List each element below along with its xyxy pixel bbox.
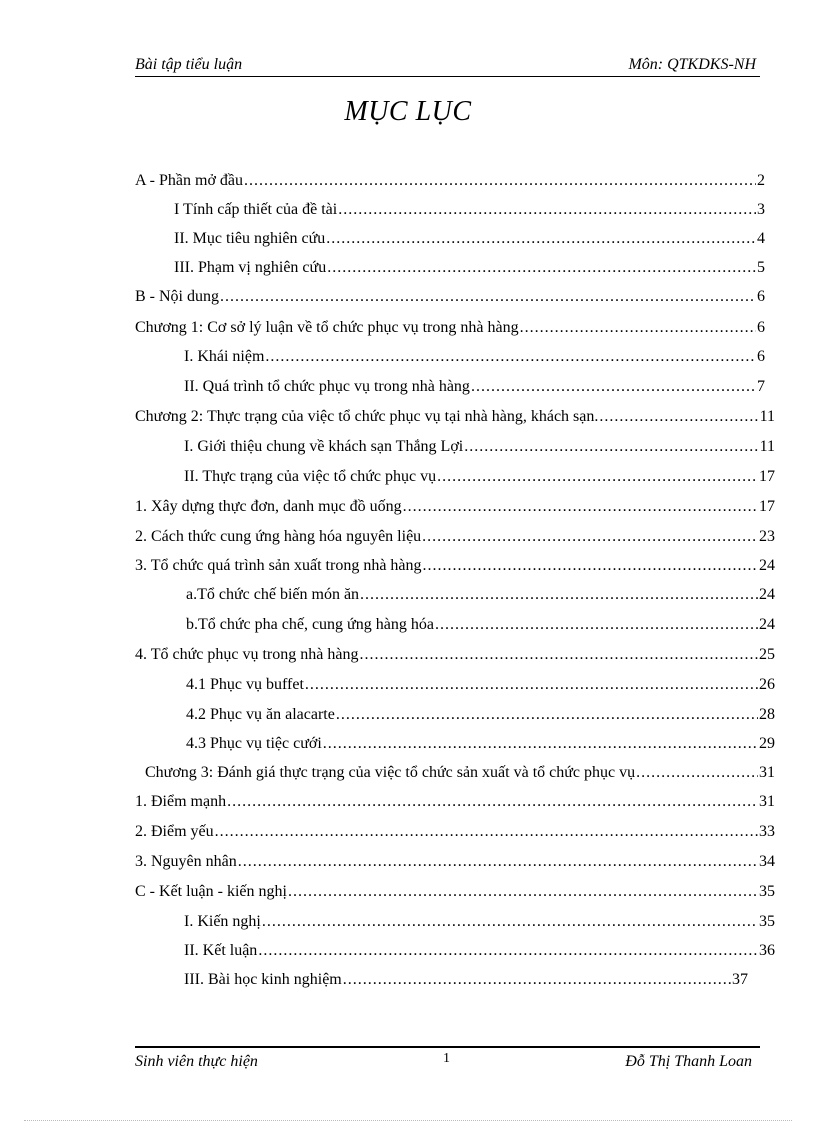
toc-entry-page: 24 bbox=[759, 586, 775, 603]
toc-entry[interactable] bbox=[174, 259, 765, 281]
toc-entry-page: 6 bbox=[757, 348, 765, 365]
toc-entry-label: III. Phạm vị nghiên cứu bbox=[174, 259, 327, 276]
toc-entry[interactable] bbox=[174, 230, 765, 252]
toc-entry-page: 17 bbox=[759, 468, 775, 485]
toc-entry-label: I. Kiến nghị bbox=[184, 913, 261, 930]
toc-entry-label: b.Tổ chức pha chế, cung ứng hàng hóa bbox=[186, 616, 434, 633]
toc-entry-page: 35 bbox=[759, 883, 775, 900]
toc-entry[interactable] bbox=[145, 764, 775, 786]
header-course-type: Bài tập tiểu luận bbox=[135, 56, 243, 73]
toc-entry-label: 3. Nguyên nhân bbox=[135, 853, 237, 870]
toc-entry-label: B - Nội dung bbox=[135, 288, 219, 305]
toc-entry[interactable] bbox=[135, 528, 775, 550]
toc-entry-label: C - Kết luận - kiến nghị bbox=[135, 883, 287, 900]
toc-entry-page: 36 bbox=[759, 942, 775, 959]
toc-entry[interactable] bbox=[174, 201, 765, 223]
toc-entry-page: 3 bbox=[757, 201, 765, 218]
toc-entry-page: 25 bbox=[759, 646, 775, 663]
toc-entry-page: 11 bbox=[759, 438, 775, 455]
toc-entry-page: 2 bbox=[757, 172, 765, 189]
page-header bbox=[135, 54, 760, 77]
toc-entry[interactable] bbox=[184, 468, 775, 490]
toc-entry-page: 26 bbox=[759, 676, 775, 693]
toc-entry[interactable] bbox=[186, 616, 775, 638]
toc-entry-page: 24 bbox=[759, 557, 775, 574]
toc-entry-page: 5 bbox=[757, 259, 765, 276]
toc-entry-label: II. Kết luận bbox=[184, 942, 258, 959]
toc-entry[interactable] bbox=[135, 172, 765, 194]
toc-entry-label: I. Khái niệm bbox=[184, 348, 265, 365]
toc-entry[interactable] bbox=[135, 646, 775, 668]
page-title: MỤC LỤC bbox=[344, 96, 472, 127]
toc-entry-label: 2. Điểm yếu bbox=[135, 823, 214, 840]
toc-entry-label: I Tính cấp thiết của đề tài bbox=[174, 201, 338, 218]
toc-entry-label: 4. Tổ chức phục vụ trong nhà hàng bbox=[135, 646, 359, 663]
toc-entry[interactable] bbox=[184, 971, 748, 993]
toc-entry-label: II. Quá trình tổ chức phục vụ trong nhà hàng bbox=[184, 378, 470, 395]
toc-entry-page: 24 bbox=[759, 616, 775, 633]
toc-entry[interactable] bbox=[184, 913, 775, 935]
toc-entry-label: a.Tổ chức chế biến món ăn bbox=[186, 586, 360, 603]
toc-entry-page: 31 bbox=[759, 764, 775, 781]
toc-entry-label: Chương 2: Thực trạng của việc tổ chức phục vụ tại nhà hàng, khách sạn. bbox=[135, 408, 599, 425]
toc-entry-label: 4.3 Phục vụ tiệc cưới bbox=[186, 735, 322, 752]
toc-entry[interactable] bbox=[135, 883, 775, 905]
toc-entry-page: 6 bbox=[757, 288, 765, 305]
toc-entry[interactable] bbox=[186, 586, 775, 608]
page-footer bbox=[135, 1046, 760, 1074]
toc-entry-page: 31 bbox=[759, 793, 775, 810]
page-bottom-divider bbox=[24, 1120, 792, 1121]
header-subject: Môn: QTKDKS-NH bbox=[628, 56, 756, 73]
toc-entry[interactable] bbox=[135, 319, 765, 341]
toc-entry-page: 17 bbox=[759, 498, 775, 515]
toc-entry-page: 37 bbox=[732, 971, 748, 988]
toc-entry[interactable] bbox=[135, 408, 775, 430]
toc-entry-page: 29 bbox=[759, 735, 775, 752]
toc-entry-page: 28 bbox=[759, 706, 775, 723]
toc-entry-label: II. Thực trạng của việc tổ chức phục vụ bbox=[184, 468, 437, 485]
toc-entry-label: I. Giới thiệu chung về khách sạn Thắng Lợi bbox=[184, 438, 464, 455]
toc-entry[interactable] bbox=[135, 557, 775, 579]
toc-entry[interactable] bbox=[135, 823, 775, 845]
page-number: 1 bbox=[443, 1051, 450, 1066]
toc-entry-label: Chương 3: Đánh giá thực trạng của việc tổ chức sản xuất và tổ chức phục vụ bbox=[145, 764, 636, 781]
toc-entry[interactable] bbox=[135, 793, 775, 815]
toc-entry-label: 4.2 Phục vụ ăn alacarte bbox=[186, 706, 335, 723]
toc-entry[interactable] bbox=[135, 288, 765, 310]
toc-entry-page: 35 bbox=[759, 913, 775, 930]
toc-entry-label: A - Phần mở đầu bbox=[135, 172, 244, 189]
footer-author-label: Sinh viên thực hiện bbox=[135, 1053, 258, 1070]
toc-entry-page: 33 bbox=[759, 823, 775, 840]
toc-entry-label: III. Bài học kinh nghiệm bbox=[184, 971, 342, 988]
toc-entry-page: 7 bbox=[757, 378, 765, 395]
toc-entry-page: 34 bbox=[759, 853, 775, 870]
toc-entry[interactable] bbox=[186, 706, 775, 728]
toc-entry[interactable] bbox=[186, 735, 775, 757]
toc-entry-label: 2. Cách thức cung ứng hàng hóa nguyên liệu bbox=[135, 528, 422, 545]
toc-entry[interactable] bbox=[184, 438, 775, 460]
toc-entry[interactable] bbox=[186, 676, 775, 698]
toc-entry[interactable] bbox=[184, 942, 775, 964]
toc-entry-label: Chương 1: Cơ sở lý luận về tổ chức phục vụ trong nhà hàng bbox=[135, 319, 519, 336]
toc-entry-page: 4 bbox=[757, 230, 765, 247]
toc-entry[interactable] bbox=[184, 378, 765, 400]
toc-entry[interactable] bbox=[135, 853, 775, 875]
toc-entry-label: 3. Tổ chức quá trình sản xuất trong nhà hàng bbox=[135, 557, 422, 574]
toc-entry[interactable] bbox=[184, 348, 765, 370]
toc-entry[interactable] bbox=[135, 498, 775, 520]
toc-entry-label: 4.1 Phục vụ buffet bbox=[186, 676, 304, 693]
toc-entry-page: 6 bbox=[757, 319, 765, 336]
toc-entry-page: 11 bbox=[759, 408, 775, 425]
toc-entry-label: II. Mục tiêu nghiên cứu bbox=[174, 230, 326, 247]
toc-entry-page: 23 bbox=[759, 528, 775, 545]
toc-entry-label: 1. Điểm mạnh bbox=[135, 793, 227, 810]
toc-entry-label: 1. Xây dựng thực đơn, danh mục đồ uống bbox=[135, 498, 402, 515]
footer-author-name: Đỗ Thị Thanh Loan bbox=[625, 1053, 752, 1070]
